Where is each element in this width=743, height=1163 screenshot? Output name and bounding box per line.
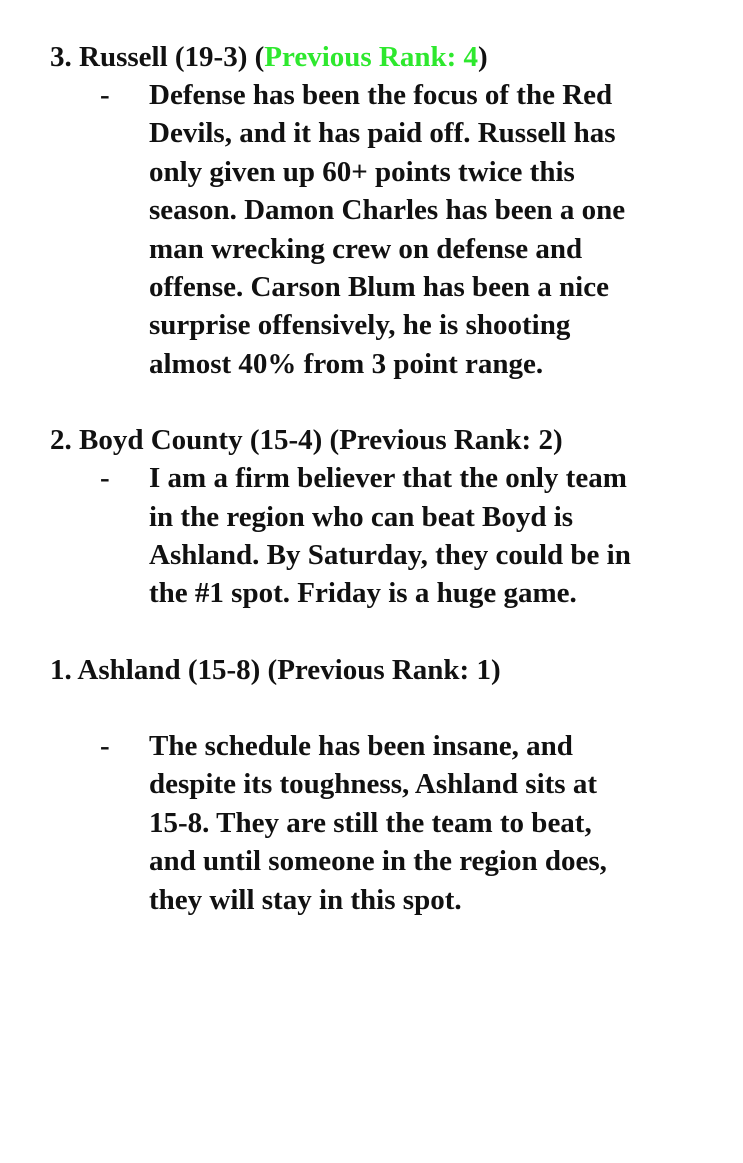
- text-line: The schedule has been insane, and: [149, 729, 573, 762]
- text-line: Defense has been the focus of the Red: [149, 79, 613, 111]
- ranking-entry-russell: [50, 38, 730, 383]
- ranking-entry-ashland: [50, 651, 730, 919]
- text-line: surprise offensively, he is shooting: [149, 309, 571, 342]
- text-line: Devils, and it has paid off. Russell has: [149, 117, 616, 150]
- text-line: the #1 spot. Friday is a huge game.: [149, 577, 577, 610]
- bullet-text-boyd-county: [149, 459, 694, 613]
- ranking-entry-boyd-county: [50, 421, 730, 613]
- bullet-dash: -: [100, 79, 110, 111]
- text-line: and until someone in the region does,: [149, 845, 607, 878]
- heading-text: 3. Russell (19-3) (: [50, 41, 265, 73]
- bullet-text-ashland: [149, 727, 694, 919]
- text-line: despite its toughness, Ashland sits at: [149, 768, 597, 801]
- spacer: [50, 383, 730, 421]
- entry-heading-russell: [50, 38, 730, 76]
- heading-close-paren: ): [478, 41, 488, 73]
- text-line: man wrecking crew on defense and: [149, 232, 583, 265]
- text-line: in the region who can beat Boyd is: [149, 500, 574, 533]
- text-line: they will stay in this spot.: [149, 883, 462, 916]
- bullet-item-boyd-county: [50, 459, 730, 613]
- text-line: 15-8. They are still the team to beat,: [149, 806, 592, 839]
- text-line: only given up 60+ points twice this: [149, 155, 575, 188]
- text-line: offense. Carson Blum has been a nice: [149, 271, 609, 304]
- bullet-item-russell: [50, 76, 730, 383]
- text-line: Ashland. By Saturday, they could be in: [149, 539, 631, 572]
- bullet-dash: -: [100, 729, 110, 762]
- text-line: I am a firm believer that the only team: [149, 462, 627, 495]
- rankings-document: [50, 38, 730, 919]
- previous-rank-highlight: Previous Rank: 4: [264, 41, 479, 73]
- spacer: [50, 613, 730, 651]
- entry-heading-boyd-county: 2. Boyd County (15-4) (Previous Rank: 2): [50, 424, 563, 457]
- bullet-dash: -: [100, 462, 110, 495]
- spacer: [50, 689, 730, 727]
- text-line: season. Damon Charles has been a one: [149, 194, 626, 227]
- bullet-item-ashland: [50, 727, 730, 919]
- text-line: almost 40% from 3 point range.: [149, 347, 544, 380]
- bullet-text-russell: [149, 76, 694, 383]
- entry-heading-ashland: 1. Ashland (15-8) (Previous Rank: 1): [50, 653, 501, 686]
